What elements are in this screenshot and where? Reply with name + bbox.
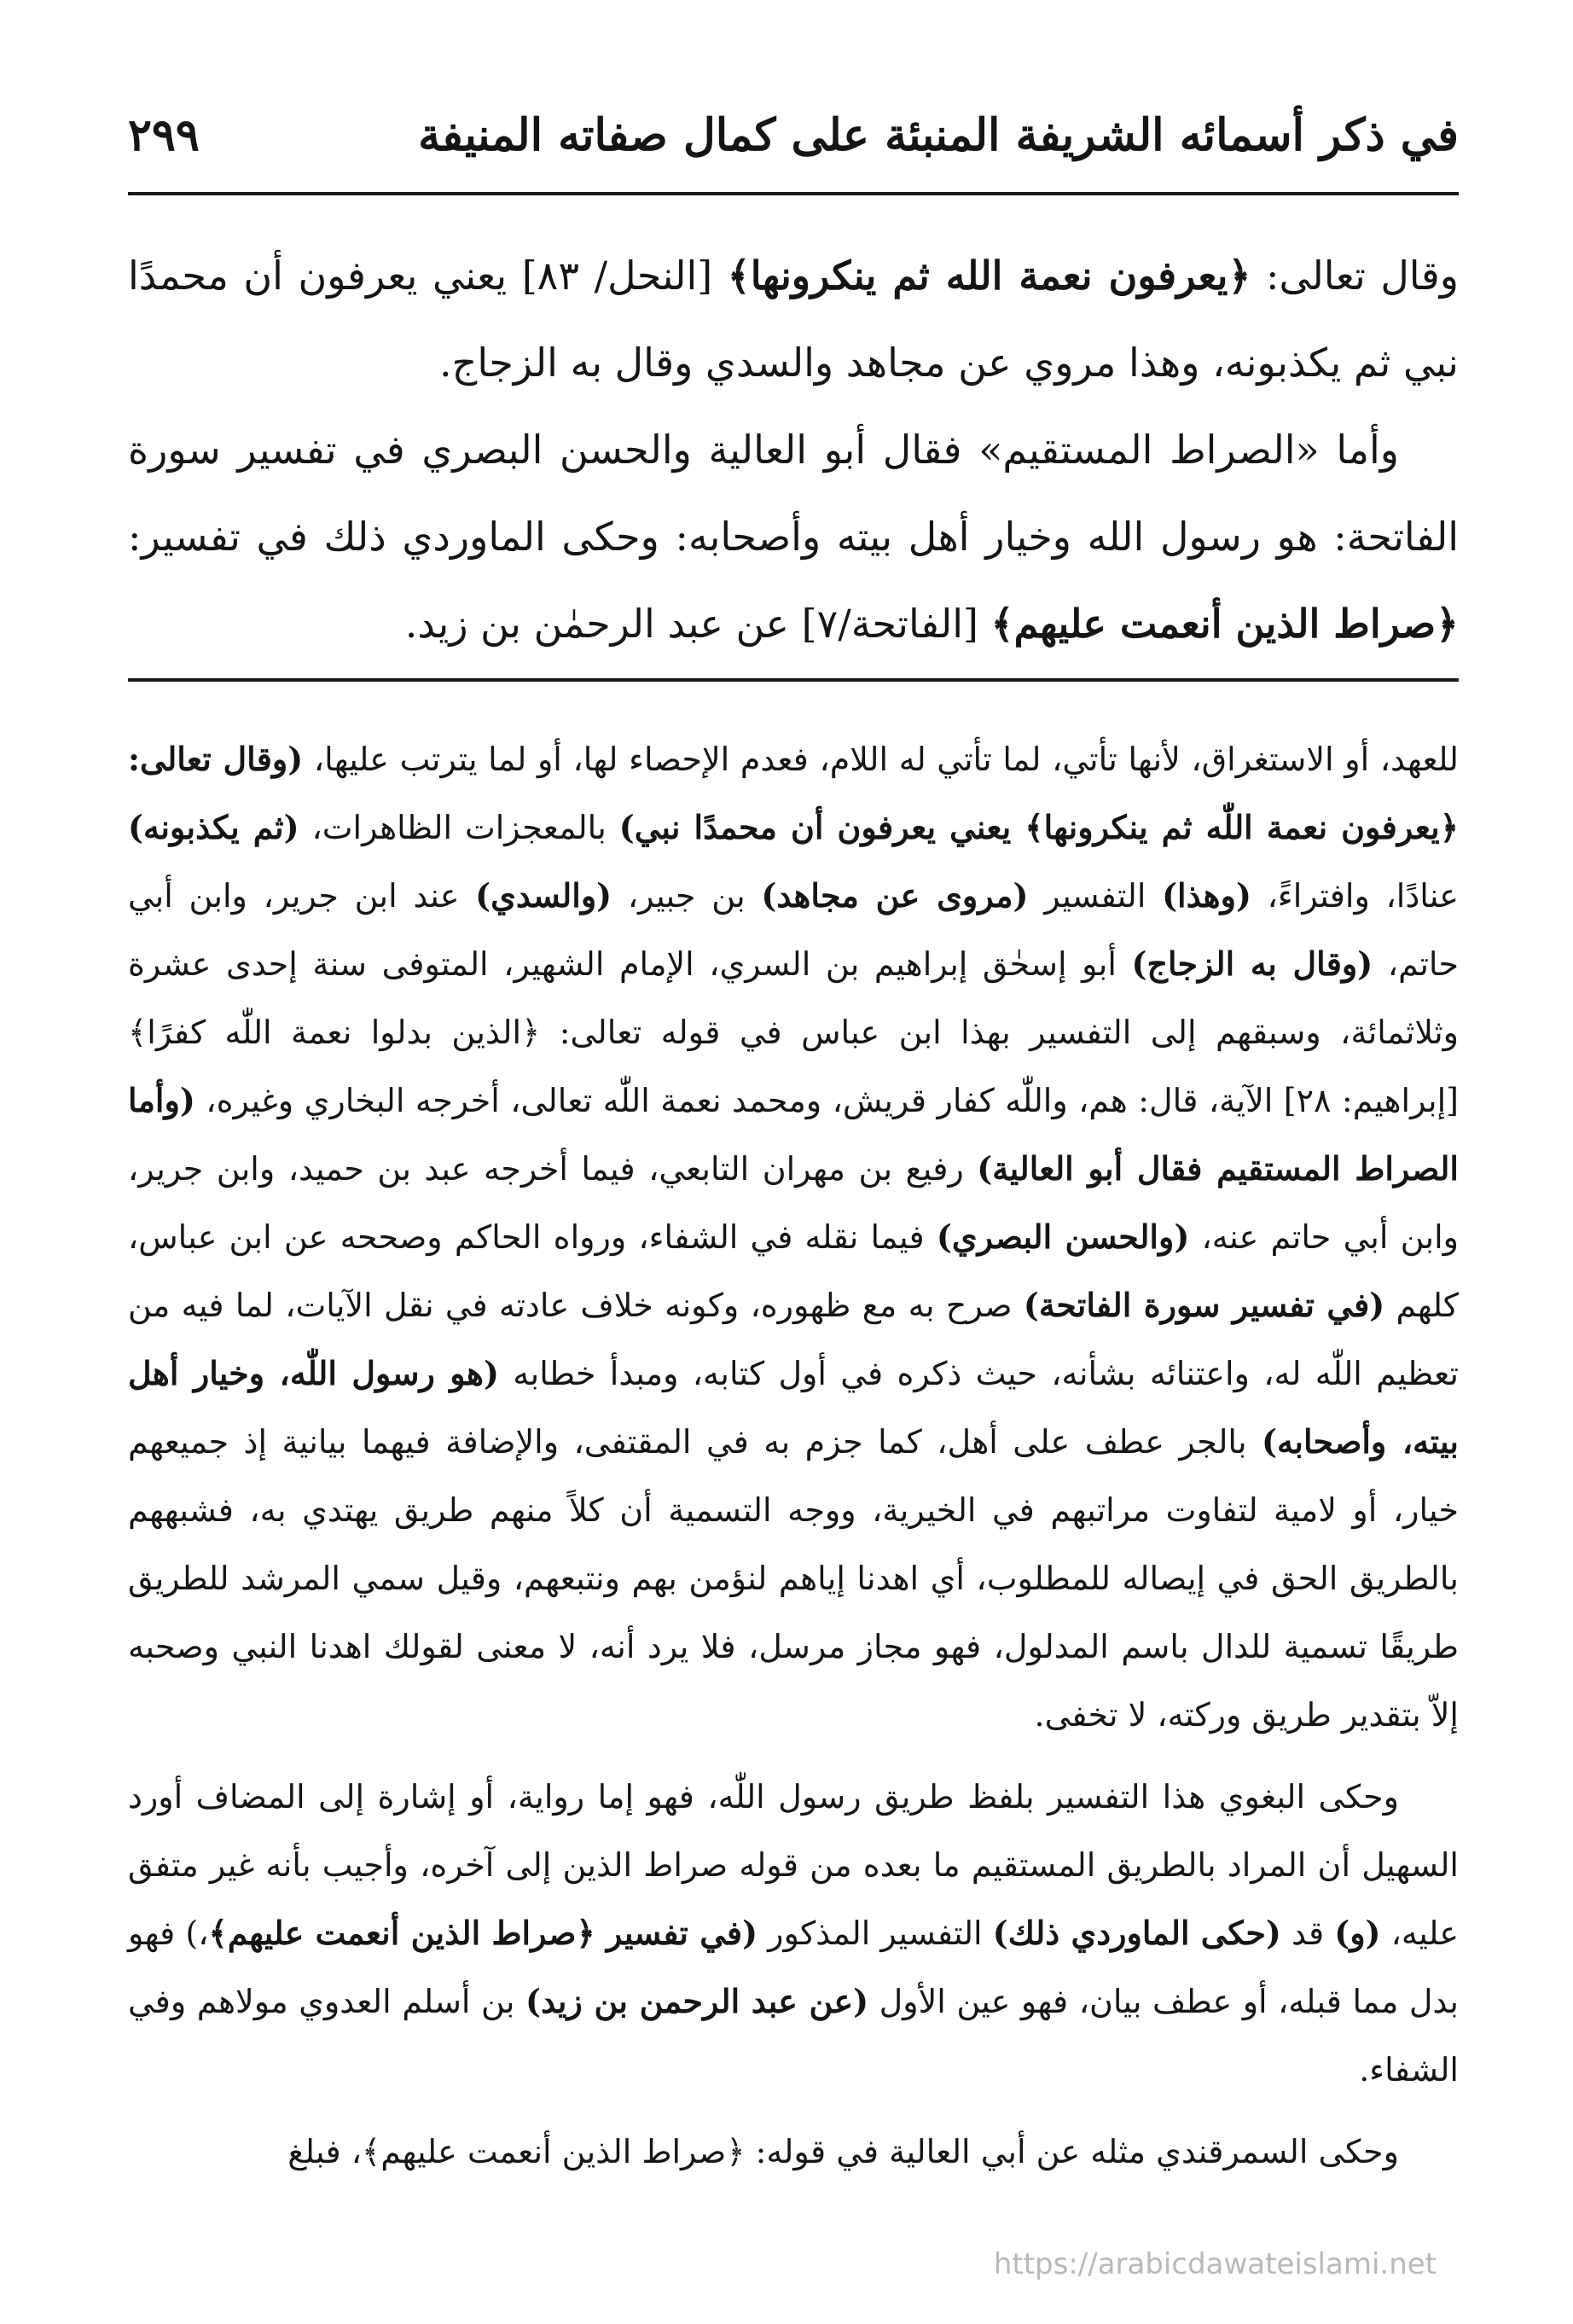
- commentary-run: بالجر عطف على أهل، كما جزم به في المقتفى، والإضافة فيهما بيانية إذ جميعهم خيار، أو لامية لتفاوت مراتبهم في الخيرية، ووجه التسمية أن كلاً منهم طريق يهتدي به، فشبههم بالطريق الحق في إيصاله للمطلوب، أي اهدنا إياهم لنؤمن بهم ونتبعهم، وقيل سمي المرشد للطريق طريقًا تسمية للدال باسم المدلول، فهو مجاز مرسل، فلا يرد أنه، لا معنى لقولك اهدنا النبي وصحبه إلاّ بتقدير طريق وركته، لا تخفى.: [128, 1423, 1459, 1734]
- watermark-url: https://arabicdawateislami.net: [993, 2247, 1437, 2281]
- commentary-run: رفيع بن مهران التابعي، فيما أخرجه عبد بن حميد، وابن جرير، وابن أبي حاتم عنه،: [128, 1150, 1460, 1256]
- quran-quote: ﴿صراط الذين أنعمت عليهم﴾: [990, 601, 1459, 647]
- commentary-paragraph-2: [128, 1763, 1459, 2104]
- page-number: ٢٩٩: [128, 108, 200, 161]
- commentary-run: للعهد، أو الاستغراق، لأنها تأتي، لما تأتي له اللام، فعدم الإحصاء لها، أو لما يترتب عليها،: [303, 741, 1459, 778]
- commentary-run: قد: [1280, 1914, 1335, 1952]
- quoted-matn: (هو رسول اللّٰه، وخيار أهل بيته، وأصحابه): [128, 1354, 1460, 1461]
- quoted-matn: (و): [1334, 1914, 1381, 1952]
- quoted-matn: (في تفسير ﴿صراط الذين أنعمت عليهم﴾: [208, 1914, 758, 1952]
- quoted-matn: (في تفسير سورة الفاتحة): [1023, 1286, 1385, 1324]
- main-paragraph-2: [128, 406, 1459, 667]
- quoted-matn: (وهذا): [1162, 876, 1251, 915]
- main-text-run: وأما «الصراط المستقيم» فقال أبو العالية والحسن البصري في تفسير سورة الفاتحة: هو رسول الله وخيار أهل بيته وأصحابه: وحكى الماوردي ذلك في تفسير:: [128, 427, 1459, 560]
- main-text-run: [النحل/ ٨٣] يعني يعرفون أن محمدًا نبي ثم يكذبونه، وهذا مروي عن مجاهد والسدي وقال به الزجاج.: [128, 253, 1459, 386]
- commentary-run: بن جبير،: [612, 877, 762, 915]
- quoted-matn: (وقال تعالى: ﴿يعرفون نعمة اللّٰه ثم ينكرونها﴾ يعني يعرفون أن محمدًا نبي): [128, 740, 1459, 846]
- main-paragraph-1: [128, 232, 1459, 406]
- commentary-run: التفسير المذكور: [757, 1914, 993, 1952]
- quoted-matn: (وقال به الزجاج): [1131, 944, 1373, 983]
- quoted-matn: (مروى عن مجاهد): [761, 876, 1029, 915]
- quoted-matn: (وأما الصراط المستقيم فقال أبو العالية): [128, 1081, 1459, 1188]
- header-divider: [128, 192, 1459, 195]
- commentary-run: بن أسلم العدوي مولاهم وفي الشفاء.: [128, 1983, 1459, 2089]
- commentary-run: صرح به مع ظهوره، وكونه خلاف عادته في نقل الآيات، لما فيه من تعظيم اللّٰه له، واعتنائه بشأنه، حيث ذكره في أول كتابه، ومبدأ خطابه: [128, 1287, 1459, 1392]
- commentary-paragraph-1: [128, 725, 1459, 1749]
- commentary-run: بالمعجزات الظاهرات،: [299, 809, 619, 846]
- page-header: [128, 101, 1459, 169]
- quoted-matn: (حكى الماوردي ذلك): [992, 1914, 1281, 1952]
- quoted-matn: (والسدي): [475, 876, 612, 915]
- commentary-paragraph-3: [128, 2118, 1459, 2186]
- commentary-run: ،) فهو بدل مما قبله، أو عطف بيان، فهو عين الأول: [128, 1914, 1459, 2020]
- section-divider: [128, 678, 1459, 682]
- quoted-matn: (عن عبد الرحمن بن زيد): [525, 1982, 869, 2020]
- commentary-run: فيما نقله في الشفاء، ورواه الحاكم وصححه عن ابن عباس، كلهم: [128, 1218, 1460, 1324]
- main-text: [128, 232, 1459, 667]
- quoted-matn: (ثم يكذبونه): [128, 808, 299, 846]
- commentary-run: التفسير: [1028, 877, 1163, 915]
- main-text-run: [الفاتحة/٧] عن عبد الرحمٰن بن زيد.: [404, 601, 991, 647]
- quoted-matn: (والحسن البصري): [936, 1217, 1190, 1256]
- main-text-run: وقال تعالى:: [1251, 253, 1459, 299]
- commentary-run: عنادًا، وافتراءً،: [1251, 877, 1459, 915]
- commentary-run: أبو إسحٰق إبراهيم بن السري، الإمام الشهير، المتوفى سنة إحدى عشرة وثلاثمائة، وسبقهم إلى التفسير بهذا ابن عباس في قوله تعالى: ﴿الذين بدلوا نعمة اللّٰه كفرًا﴾ [إبراهيم: ٢٨] الآية، قال: هم، واللّٰه كفار قريش، ومحمد نعمة اللّٰه تعالى، أخرجه البخاري وغيره،: [128, 945, 1459, 1119]
- quran-quote: ﴿يعرفون نعمة الله ثم ينكرونها﴾: [727, 253, 1251, 299]
- commentary: [128, 725, 1459, 2186]
- commentary-run: عند ابن جرير، وابن أبي حاتم،: [128, 877, 1460, 983]
- commentary-run: وحكى البغوي هذا التفسير بلفظ طريق رسول اللّٰه، فهو إما رواية، أو إشارة إلى المضاف أورد السهيل أن المراد بالطريق المستقيم ما بعده من قوله صراط الذين إلى آخره، وأجيب بأنه غير متفق عليه،: [128, 1778, 1459, 1952]
- running-title: في ذكر أسمائه الشريفة المنبئة على كمال صفاته المنيفة: [418, 108, 1459, 161]
- commentary-run: وحكى السمرقندي مثله عن أبي العالية في قوله: ﴿صراط الذين أنعمت عليهم﴾، فبلغ: [287, 2133, 1399, 2170]
